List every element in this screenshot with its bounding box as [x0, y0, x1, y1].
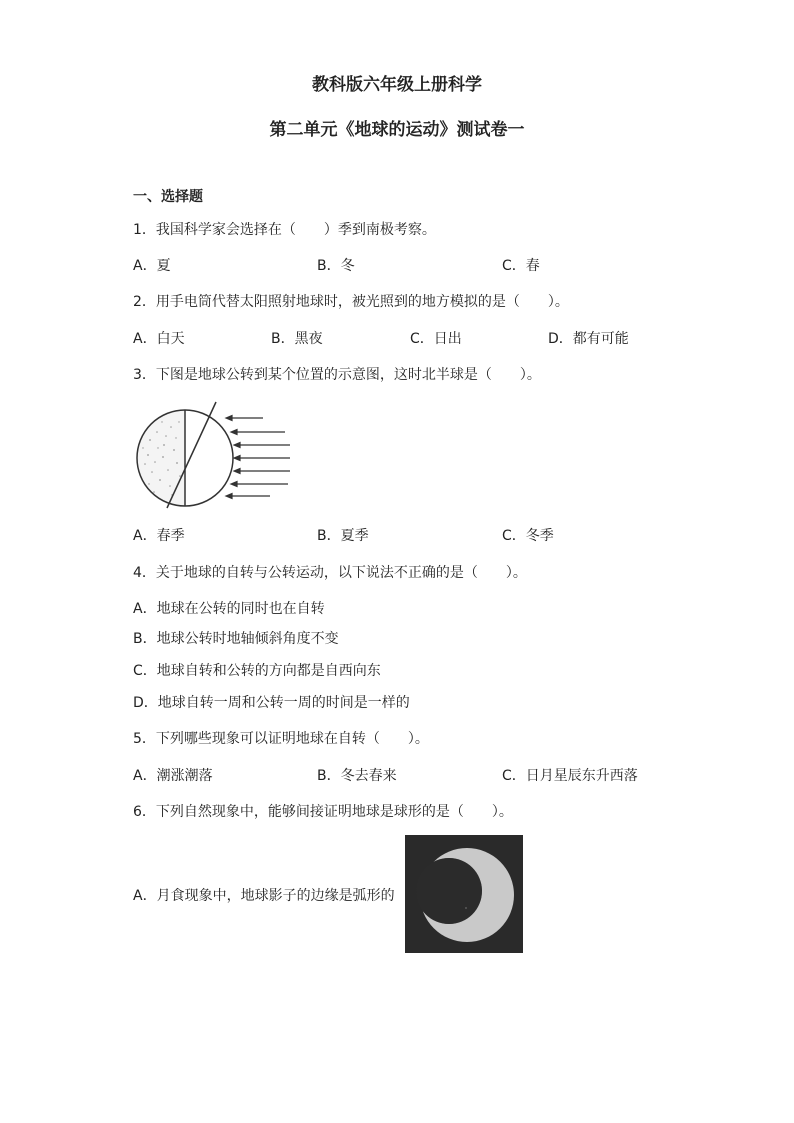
question-4-option-c: C．地球自转和公转的方向都是自西向东: [133, 663, 381, 679]
sunlight-arrows: [226, 416, 290, 499]
question-2-stem: 2．用手电筒代替太阳照射地球时，被光照到的地方模拟的是（ ）。: [133, 294, 569, 310]
question-4-option-b: B．地球公转时地轴倾斜角度不变: [133, 631, 339, 647]
document-title: 教科版六年级上册科学: [312, 75, 482, 95]
question-2-option-c: C．日出: [410, 331, 462, 347]
question-5-stem: 5．下列哪些现象可以证明地球在自转（ ）。: [133, 731, 429, 747]
question-4-stem: 4．关于地球的自转与公转运动，以下说法不正确的是（ ）。: [133, 565, 527, 581]
earth-shadow: [416, 858, 482, 924]
question-6-option-a: A．月食现象中，地球影子的边缘是弧形的: [133, 888, 395, 904]
document-subtitle: 第二单元《地球的运动》测试卷一: [269, 120, 525, 140]
section-heading: 一、选择题: [133, 189, 203, 205]
question-4-option-d: D．地球自转一周和公转一周的时间是一样的: [133, 695, 410, 711]
question-5-option-a: A．潮涨潮落: [133, 768, 213, 784]
question-2-option-d: D．都有可能: [548, 331, 629, 347]
question-5-option-b: B．冬去春来: [317, 768, 397, 784]
question-5-option-c: C．日月星辰东升西落: [502, 768, 638, 784]
question-2-option-b: B．黑夜: [271, 331, 323, 347]
question-4-option-a: A．地球在公转的同时也在自转: [133, 601, 325, 617]
question-1-option-c: C．春: [502, 258, 540, 274]
question-1-stem: 1．我国科学家会选择在（ ）季到南极考察。: [133, 222, 436, 238]
question-3-option-c: C．冬季: [502, 528, 554, 544]
question-3-option-b: B．夏季: [317, 528, 369, 544]
earth-revolution-diagram: [130, 400, 300, 515]
question-3-option-a: A．春季: [133, 528, 185, 544]
question-1-option-a: A．夏: [133, 258, 171, 274]
question-1-option-b: B．冬: [317, 258, 355, 274]
lunar-eclipse-photo: [405, 835, 523, 953]
question-6-stem: 6．下列自然现象中，能够间接证明地球是球形的是（ ）。: [133, 804, 513, 820]
question-3-stem: 3．下图是地球公转到某个位置的示意图，这时北半球是（ ）。: [133, 367, 541, 383]
question-2-option-a: A．白天: [133, 331, 185, 347]
